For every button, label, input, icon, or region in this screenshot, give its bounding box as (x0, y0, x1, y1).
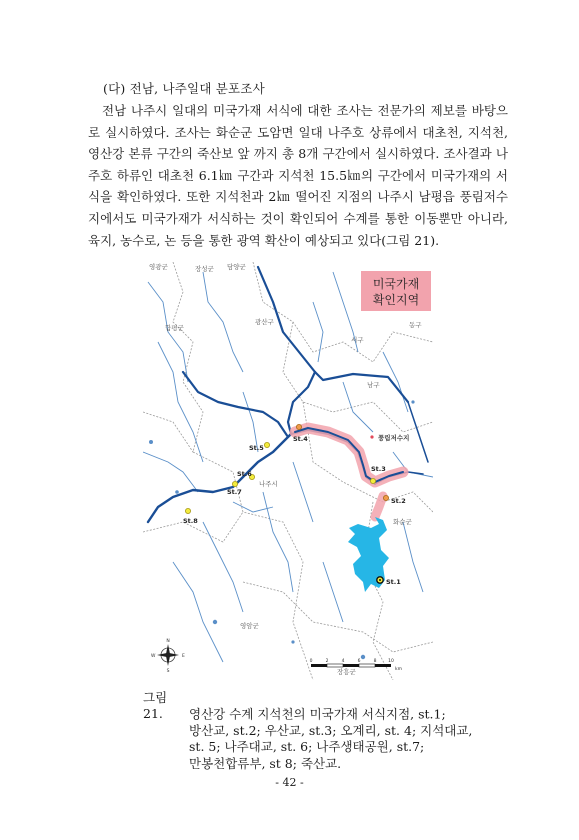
station-st5-label: St.5 (249, 444, 264, 452)
section-heading: (다) 전남, 나주일대 분포조사 (103, 81, 265, 96)
scale-tick-4: 4 (341, 659, 345, 664)
caption-line-1 (143, 690, 472, 723)
scale-unit: km (395, 667, 402, 672)
label-hwasun: 화순군 (393, 518, 412, 526)
caption-text-1: 영산강 수계 지석천의 미국가재 서식지점, st.1; (189, 706, 446, 722)
label-yeonggwang: 영광군 (149, 263, 168, 271)
label-seogu: 서구 (351, 336, 364, 344)
body-paragraph: 전남 나주시 일대의 미국가재 서식에 대한 조사는 전문가의 제보를 바탕으로 실시하였다. 조사는 화순군 도암면 일대 나주호 상류에서 대초천, 지석천, 영산강 본류 구간의 죽산보 앞 까지 총 8개 구간에서 실시하였다. 조사결과 나주호 하류인 대초천 6.1㎞ 구간과 지석천 15.5㎞의 구간에서 미국가재의 서식을 확인하였다. 또한 지석천과 2㎞ 떨어진 지점의 나주시 남평읍 풍림저수지에서도 미국가재가 서식하는 것이 확인되어 수계를 통한 이동뿐만 아니라, 육지, 농수로, 논 등을 통한 광역 확산이 예상되고 있다(그림 21). (88, 103, 508, 248)
distribution-map (143, 262, 433, 680)
station-st4-label: St.4 (293, 435, 308, 443)
figure-caption (143, 690, 472, 772)
label-najusi: 나주시 (259, 480, 278, 488)
station-st3-label: St.3 (371, 465, 386, 473)
legend-line2: 확인지역 (372, 293, 420, 307)
compass-e: E (182, 654, 185, 659)
page-number: - 42 - (275, 776, 304, 789)
legend-line1: 미국가재 (372, 277, 420, 291)
label-gwangsan: 광산구 (255, 318, 274, 326)
scale-tick-8: 8 (373, 659, 377, 664)
caption-label: 그림 21. (143, 690, 168, 722)
label-jangseong: 장성군 (195, 265, 214, 273)
caption-line-3: st. 5; 나주대교, st. 6; 나주생태공원, st.7; (189, 739, 425, 755)
station-st1-label: St.1 (386, 578, 401, 586)
label-yeongam: 영암군 (240, 622, 259, 630)
caption-line-4: 만봉천합류부, st 8; 죽산교. (189, 755, 342, 771)
compass-s: S (166, 669, 170, 674)
scale-tick-6: 6 (357, 659, 361, 664)
station-st6-label: St.6 (237, 470, 252, 478)
label-jangheung: 장흥군 (337, 668, 356, 676)
station-st8-label: St.8 (183, 517, 198, 525)
map-legend (361, 271, 431, 311)
label-damyang: 담양군 (227, 263, 246, 271)
label-namgu: 남구 (367, 381, 380, 389)
reservoir-marker (370, 435, 373, 438)
station-st7-label: St.7 (227, 488, 242, 496)
label-donggu: 동구 (409, 321, 422, 329)
scale-tick-2: 2 (325, 659, 329, 664)
scale-tick-0: 0 (309, 659, 313, 664)
scale-tick-10: 10 (388, 659, 394, 664)
caption-line-2: 방산교, st.2; 우산교, st.3; 오계리, st. 4; 지석대교, (189, 722, 473, 738)
compass-n: N (166, 639, 170, 644)
label-hampyeong: 함평군 (165, 324, 184, 332)
compass-w: W (151, 654, 156, 659)
reservoir-label: 풍림저수지 (378, 434, 410, 442)
station-st2-label: St.2 (391, 497, 406, 505)
